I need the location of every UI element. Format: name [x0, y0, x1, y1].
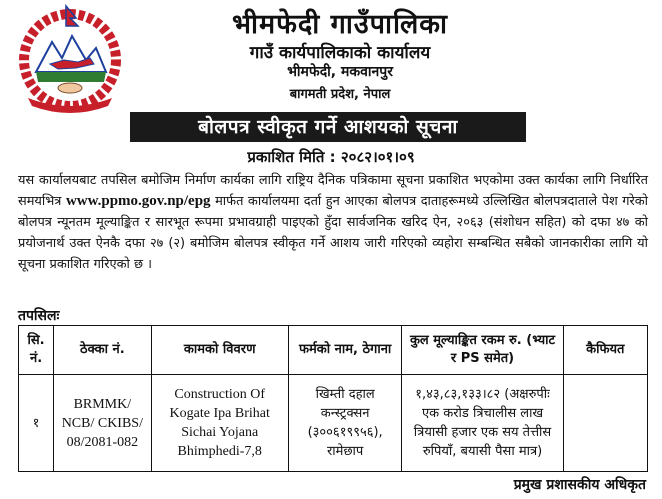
cell-sn: १	[19, 375, 54, 472]
table-row	[19, 375, 648, 472]
notice-body	[18, 170, 648, 275]
header-remarks: कैफियत	[563, 326, 647, 375]
municipality-name: भीमफेदी गाउँपालिका	[231, 9, 448, 40]
cell-contract-no: BRMMK/ NCB/ CKIBS/ 08/2081-082	[54, 375, 151, 472]
body-text-part2: मार्फत कार्यालयमा दर्ता हुन आएका बोलपत्र दाताहरूमध्ये उल्लिखित बोलपत्रदाताले पेश गरेको बोलपत्र न्यूनतम मूल्याङ्कित र सारभूत रूपमा प्रभावग्राही पाइएको हुँदा सार्वजनिक खरिद ऐन, २०६३ (संशोधन सहित) को दफा ४७ को प्रयोजनार्थ उक्त ऐनकै दफा २७ (२) बमोजिम बोलपत्र स्वीकृत गर्ने आशय जारी गरिएको व्यहोरा सम्बन्धित सबैको जानकारीका लागि यो सूचना प्रकाशित गरिएको छ ।	[18, 194, 648, 272]
header-description: कामको विवरण	[151, 326, 288, 375]
nepal-emblem-logo	[14, 2, 126, 114]
body-text-part1: यस कार्यालयबाट तपसिल बमोजिम निर्माण कार्यका लागि राष्ट्रिय दैनिक पत्रिकामा सूचना प्रकाशित भएकोमा उक्त कार्यका लागि निर्धारित समयभित्र	[18, 173, 648, 209]
cell-firm: खिम्ती दहाल कन्स्ट्रक्सन (३००६१९९५६), रामेछाप	[288, 375, 402, 472]
office-address: भीमफेदी, मकवानपुर	[287, 64, 393, 80]
table-header-row	[19, 326, 648, 375]
signoff-officer: प्रमुख प्रशासकीय अधिकृत	[513, 477, 646, 493]
header-firm: फर्मको नाम, ठेगाना	[288, 326, 402, 375]
details-label: तपसिलः	[18, 308, 60, 324]
notice-title: बोलपत्र स्वीकृत गर्ने आशयको सूचना	[130, 112, 526, 142]
ppmo-url: www.ppmo.gov.np/epg	[65, 193, 211, 209]
province-label: बागमती प्रदेश, नेपाल	[289, 87, 391, 102]
cell-remarks	[563, 375, 647, 472]
office-name: गाउँ कार्यपालिकाको कार्यालय	[249, 43, 431, 63]
header-amount: कुल मूल्याङ्कित रकम रु. (भ्याट र PS समेत)	[402, 326, 563, 375]
header-sn: सि. नं.	[19, 326, 54, 375]
published-date: प्रकाशित मिति : २०८२।०१।०९	[247, 148, 415, 166]
bid-table	[18, 325, 648, 472]
cell-description: Construction Of Kogate Ipa Brihat Sichai Yojana Bhimphedi-7,8	[151, 375, 288, 472]
header-contract-no: ठेक्का नं.	[54, 326, 151, 375]
cell-amount: १,४३,८३,१३३।८२ (अक्षरुपीः एक करोड त्रिचालीस लाख त्रियासी हजार एक सय तेत्तीस रुपियाँ, बयासी पैसा मात्र)	[402, 375, 563, 472]
